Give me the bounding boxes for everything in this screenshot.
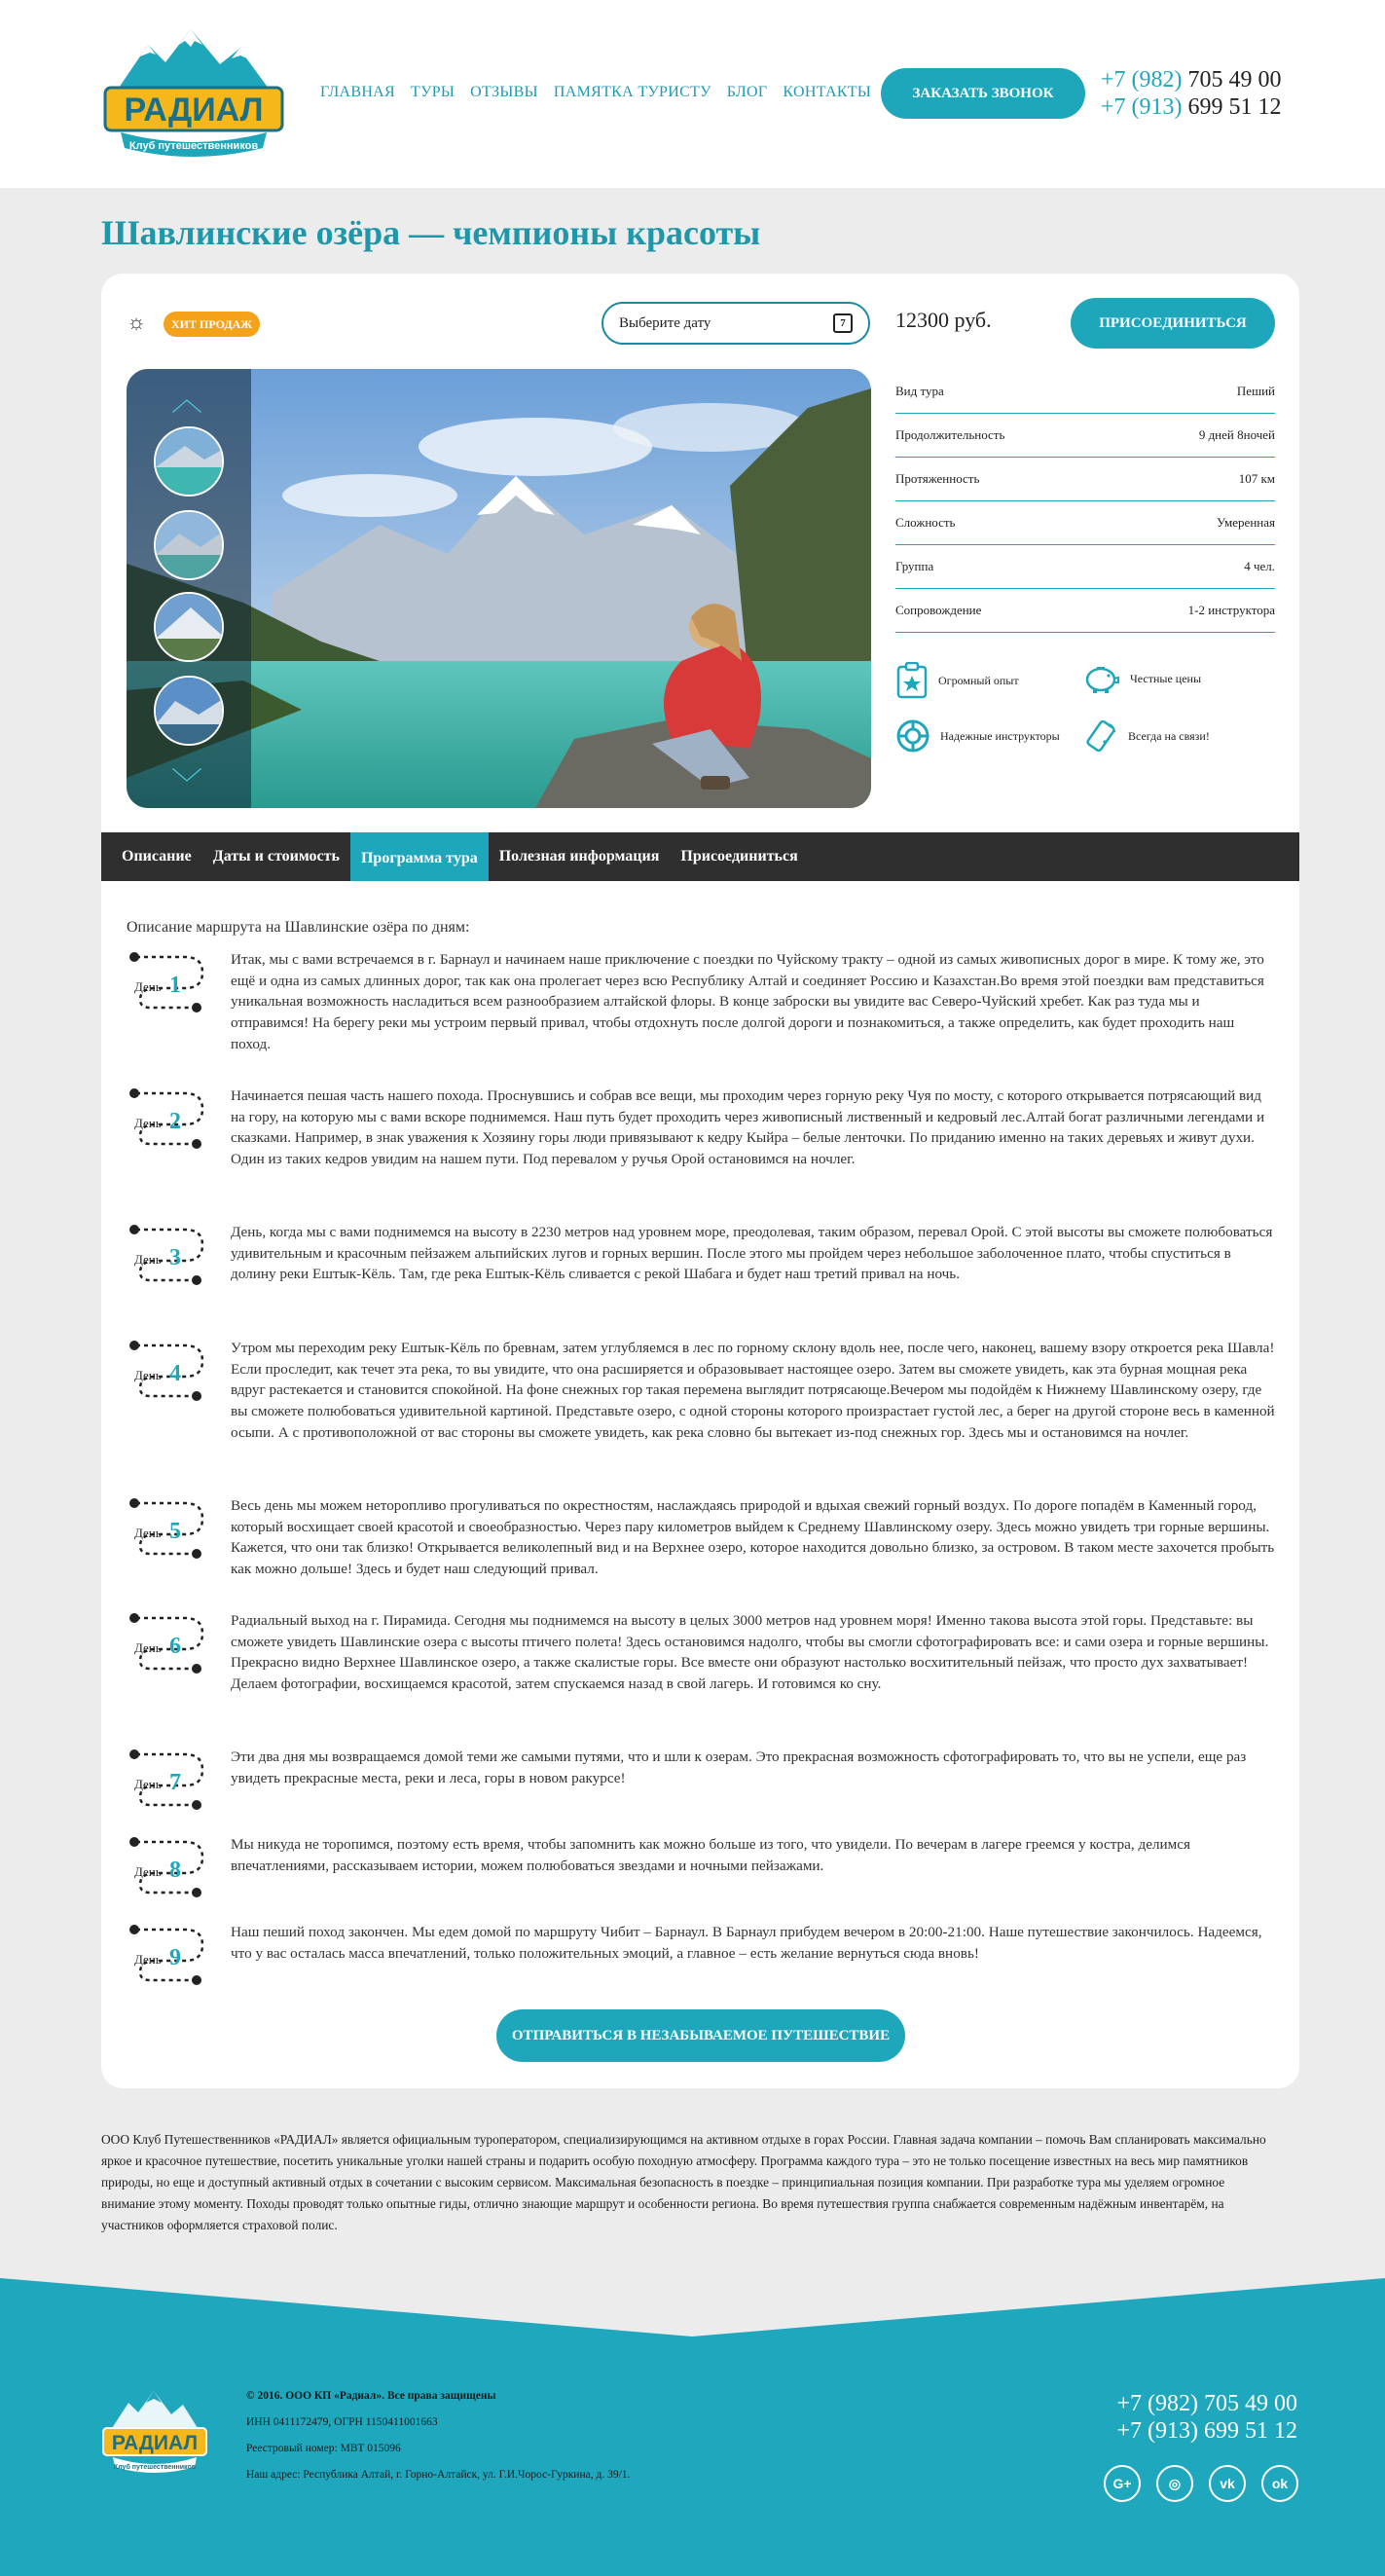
day-route-icon [127, 1747, 206, 1811]
day-description: Мы никуда не торопимся, поэтому есть время, чтобы запомнить как можно больше из того, что увидели. По вечерам в лагере греемся у костра, делимся впечатлениями, рассказываем истории, можем полюбоваться звездами и ночными пейзажами. [231, 1836, 1190, 1874]
tab-useful-info[interactable]: Полезная информация [498, 848, 660, 865]
odnoklassniki-icon[interactable]: ok [1261, 2465, 1298, 2502]
day-number: 1 [169, 973, 181, 998]
day-description: Наш пеший поход закончен. Мы едем домой по маршруту Чибит – Барнаул. В Барнаул прибудем вечером в 20:00-21:00. Наше путешествие закончилось. Надеемся, что у вас осталась масса впечатлений, только положительных эмоций, а главное – есть желание вернуться сюда вновь! [231, 1924, 1262, 1962]
day-number: 9 [169, 1945, 181, 1970]
day-route-icon [127, 1834, 206, 1898]
spec-row: Сложность Умеренная [895, 501, 1275, 545]
day-number: 4 [169, 1361, 181, 1386]
company-about: ООО Клуб Путешественников «РАДИАЛ» является официальным туроператором, специализирующимся на активном отдыхе в горах России. Главная задача компании – помочь Вам спланировать максимально яркое и красочное путешествие, посетить уникальные уголки нашей страны и подарить особую походную атмосферу. Программа каждого тура – это не только посещение известных на весь мир памятников природы, но еще и доступный активный отдых в сочетании с высоким сервисом. Максимальная безопасность в поездке – принципиальная позиция компании. При разработке тура мы уделяем огромное внимание этому моменту. Походы проводят только опытные гиды, отлично знающие маршрут и особенности региона. Во время путешествия группа снабжается современным надёжным инвентарём, на участников оформляется страховой полис. [101, 2132, 1266, 2232]
thumbnail-1[interactable] [154, 426, 224, 497]
footer-phone-2[interactable]: +7 (913) 699 51 12 [1116, 2418, 1297, 2444]
vk-icon[interactable]: vk [1209, 2465, 1246, 2502]
sun-icon: ☼ [127, 310, 147, 334]
day-route-icon [127, 1086, 206, 1150]
badge-star-icon [895, 662, 929, 699]
day-number: 6 [169, 1634, 181, 1659]
date-picker-input[interactable] [601, 302, 870, 345]
piggy-bank-icon [1083, 662, 1120, 695]
header-phones [1101, 66, 1282, 121]
day-number: 7 [169, 1770, 181, 1795]
feature-prices: Честные цены [1083, 662, 1201, 695]
day-route-icon [127, 1610, 206, 1674]
day-label: День [134, 1252, 162, 1267]
google-plus-icon[interactable]: G+ [1104, 2465, 1141, 2502]
join-button[interactable]: ПРИСОЕДИНИТЬСЯ [1071, 298, 1275, 349]
spec-row: Вид тура Пеший [895, 370, 1275, 414]
day-description: Итак, мы с вами встречаемся в г. Барнаул и начинаем наше приключение с поездки по Чуйскому тракту – одной из самых живописных дорог в мире. К тому же, это ещё и одна из самых длинных дорог, так как она пролегает через всю Республику Алтай и соединяет Россию и Казахстан.Во время этой поездки вам представиться уникальная возможность насладиться всем разнообразием алтайской флоры. В конце заброски вы увидите вас Северо-Чуйский хребет. Как раз туда мы и отправимся! На берегу реки мы устроим первый привал, чтобы отдохнуть после долгой дороги и познакомиться, а также определить, как будет проходить наш поход. [231, 951, 1264, 1052]
day-route-icon [127, 1338, 206, 1402]
chevron-up-icon[interactable]: ︿ [171, 382, 203, 417]
day-description: Весь день мы можем неторопливо прогуливаться по окрестностям, наслаждаясь природой и вдыхая свежий горный воздух. По дороге попадём в Каменный город, который восхищает своей красотой и своеобразностью. Через пару километров выйдем к Среднему Шавлинскому озеру. Здесь можно увидеть три горные вершины. Кажется, что они так близко! Открывается великолепный вид и на Верхнее озеро, которое находится довольно близко, за островом. В таком месте захочется пробыть как можно дольше! Здесь и будет наш следующий привал. [231, 1497, 1275, 1578]
day-label: День [134, 1526, 162, 1540]
footer-phones [1116, 2390, 1297, 2445]
program-intro: Описание маршрута на Шавлинские озёра по дням: [127, 919, 470, 936]
header-phone-1[interactable]: +7 (982) 705 49 00 [1101, 67, 1282, 92]
nav-tours[interactable]: ТУРЫ [411, 84, 456, 100]
tour-tabs [101, 832, 1299, 881]
day-label: День [134, 1116, 162, 1130]
footer-phone-1[interactable]: +7 (982) 705 49 00 [1116, 2391, 1297, 2416]
day-description: Радиальный выход на г. Пирамида. Сегодня мы поднимемся на высоту в целых 3000 метров над уровнем моря! Именно такова высота этой горы. Представьте: вы сможете увидеть Шавлинские озера с высоты птичего полета! Здесь остановимся надолго, чтобы вы смогли сфотографировать все: и сами озера и горные вершины. Прекрасно видно Верхнее Шавлинское озеро, а также скалистые горы. Все вместе они образуют настолько восхитительный пейзаж, что просто дух захватывает!Делаем фотографии, восхищаемся красотой, затем спускаемся назад в свой лагерь. И готовимся ко сну. [231, 1612, 1269, 1693]
day-route-icon [127, 949, 206, 1013]
day-number: 5 [169, 1519, 181, 1544]
instagram-icon[interactable]: ◎ [1156, 2465, 1193, 2502]
day-description: День, когда мы с вами поднимемся на высоту в 2230 метров над уровнем море, преодолевая, таким образом, перевал Орой. С этой высоты вы сможете полюбоваться удивительным и красочным пейзажем альпийских лугов и горных вершин. После этого мы пройдем через небольшое заболоченное плато, чтобы спуститься в долину реки Ештык-Кёль. Там, где река Ештык-Кёль сливается с рекой Шабага и будет наш третий привал на ночь. [231, 1224, 1273, 1283]
request-call-button[interactable]: ЗАКАЗАТЬ ЗВОНОК [881, 68, 1085, 119]
day-number: 8 [169, 1858, 181, 1883]
day-description: Эти два дня мы возвращаемся домой теми же самыми путями, что и шли к озерам. Это прекрасная возможность сфотографировать то, что вы не успели, еще раз увидеть прекрасные места, реки и леса, горы в новом ракурсе! [231, 1748, 1247, 1786]
day-label: День [134, 1368, 162, 1382]
footer-logo[interactable] [101, 2387, 208, 2475]
start-journey-button[interactable]: ОТПРАВИТЬСЯ В НЕЗАБЫВАЕМОЕ ПУТЕШЕСТВИЕ [496, 2009, 905, 2062]
social-links [1104, 2465, 1298, 2502]
tab-dates-prices[interactable]: Даты и стоимость [212, 848, 340, 865]
nav-reviews[interactable]: ОТЗЫВЫ [470, 84, 538, 100]
tab-join[interactable]: Присоединиться [680, 848, 798, 865]
chevron-down-icon[interactable]: ﹀ [171, 766, 203, 801]
lifebuoy-icon [895, 718, 930, 754]
thumbnail-2[interactable] [154, 510, 224, 580]
footer-copyright: © 2016. ООО КП «Радиал». Все права защищены [246, 2390, 496, 2402]
footer-registry: Реестровый номер: МВТ 015096 [246, 2443, 401, 2454]
tour-price: 12300 руб. [895, 308, 992, 332]
thumbnail-4[interactable] [154, 676, 224, 746]
day-route-icon [127, 1495, 206, 1560]
footer-address: Наш адрес: Республика Алтай, г. Горно-Алтайск, ул. Г.И.Чорос-Гуркина, д. 39/1. [246, 2469, 631, 2481]
page-title: Шавлинские озёра — чемпионы красоты [101, 213, 761, 252]
day-route-icon [127, 1222, 206, 1286]
thumbnail-3[interactable] [154, 592, 224, 662]
date-placeholder: Выберите дату [619, 314, 711, 331]
logo-subtitle: Клуб путешественников [128, 140, 259, 152]
phone-icon [1083, 718, 1118, 754]
footer-logo-subtitle: Клуб путешественников [113, 2464, 197, 2471]
header-phone-2[interactable]: +7 (913) 699 51 12 [1101, 94, 1282, 120]
spec-row: Протяженность 107 км [895, 458, 1275, 501]
feature-contact: Всегда на связи! [1083, 718, 1210, 754]
spec-row: Продолжительность 9 дней 8ночей [895, 414, 1275, 458]
radial-logo[interactable] [101, 23, 286, 166]
calendar-icon[interactable]: 7 [833, 313, 853, 333]
logo-text: РАДИАЛ [124, 92, 264, 129]
bestseller-badge: ХИТ ПРОДАЖ [164, 312, 260, 337]
day-description: Начинается пешая часть нашего похода. Проснувшись и собрав все вещи, мы проходим через горную реку Чуя по мосту, с которого открывается потрясающий вид на гору, на которую мы с вами вскоре поднимемся. Наш путь будет проходить через живописный лиственный и кедровый лес.Алтай богат различными легендами и сказками. Например, в знак уважения к Хозяину горы люди привязывают к кедру Кыйра – белые ленточки. По приданию именно на таких деревьях и живут духи. Один из таких кедров увидим на нашем пути. Под перевалом у ручья Орой остановимся на ночлег. [231, 1087, 1265, 1168]
spec-row: Группа 4 чел. [895, 545, 1275, 589]
tab-program[interactable]: Программа тура [350, 832, 489, 881]
spec-row: Сопровождение 1-2 инструктора [895, 589, 1275, 633]
nav-home[interactable]: ГЛАВНАЯ [320, 84, 396, 100]
day-label: День [134, 1777, 162, 1791]
day-label: День [134, 979, 162, 994]
tab-description[interactable]: Описание [122, 848, 192, 865]
day-description: Утром мы переходим реку Ештык-Кёль по бревнам, затем углубляемся в лес по горному склону вдоль нее, после чего, наконец, вашему взору откроется река Шавла! Если проследит, как течет эта река, то вы увидите, что она расширяется и образовывает настоящее озеро. Затем вы сможете увидеть, как эта бурная мощная река вдруг растекается и становится спокойной. На фоне снежных гор такая перемена выглядит потрясающе.Вечером мы подойдём к Нижнему Шавлинскому озеру, где вы сможете полюбоваться удивительной картиной. Представьте озеро, с одной стороны которого произрастает густой лес, а берег на другой стороне весь в каменной осыпи. А с противоположной от вас стороны вы сможете увидеть, как река словно бы вытекает из-под снежных гор. Здесь мы и остановимся на ночлег. [231, 1340, 1275, 1441]
nav-blog[interactable]: БЛОГ [726, 84, 768, 100]
main-nav [320, 84, 871, 101]
nav-contacts[interactable]: КОНТАКТЫ [783, 84, 872, 100]
day-route-icon [127, 1922, 206, 1986]
day-number: 3 [169, 1245, 181, 1270]
day-label: День [134, 1640, 162, 1655]
features [895, 662, 1275, 769]
nav-tourist-memo[interactable]: ПАМЯТКА ТУРИСТУ [553, 84, 711, 100]
feature-instructors: Надежные инструкторы [895, 718, 1060, 754]
feature-experience: Огромный опыт [895, 662, 1019, 699]
day-label: День [134, 1952, 162, 1967]
day-label: День [134, 1864, 162, 1879]
tour-specs [895, 370, 1275, 633]
footer-inn: ИНН 0411172479, ОГРН 1150411001663 [246, 2416, 438, 2428]
footer-logo-text: РАДИАЛ [111, 2432, 199, 2454]
day-number: 2 [169, 1109, 181, 1134]
